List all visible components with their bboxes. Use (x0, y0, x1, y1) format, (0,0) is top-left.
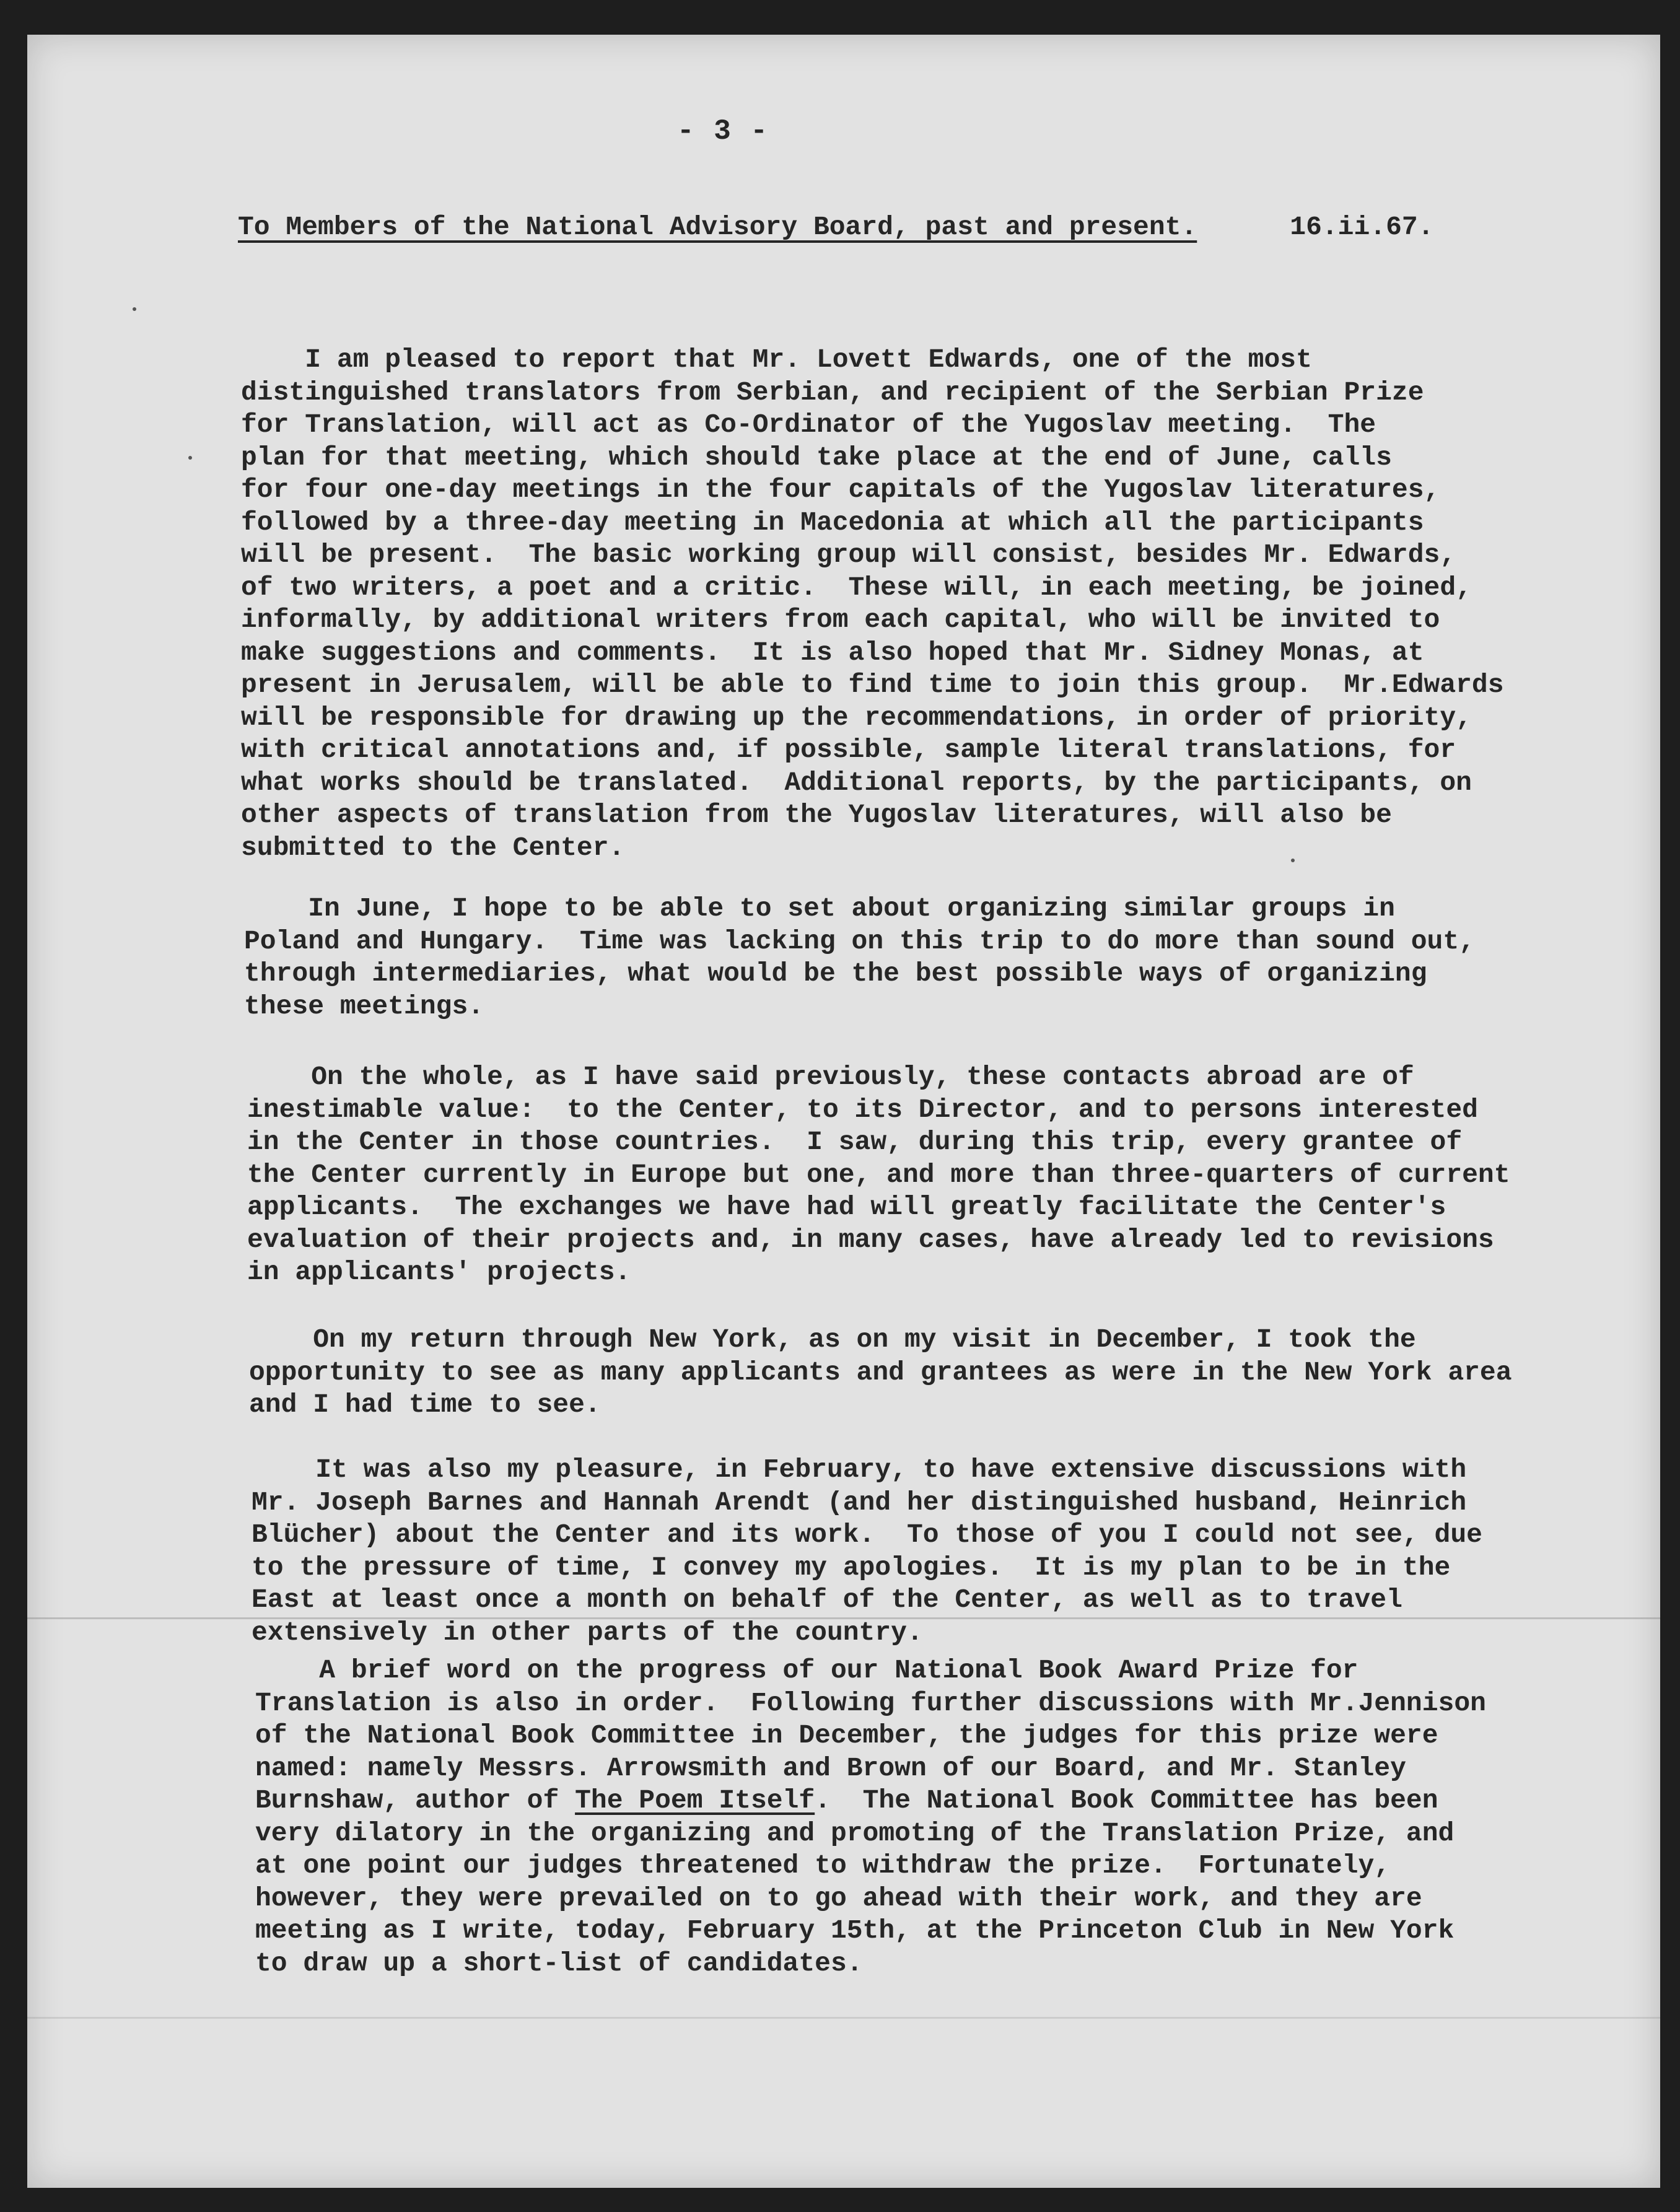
paragraph-yugoslav-meeting: I am pleased to report that Mr. Lovett Edwards, one of the most distinguished translators from Serbian, and recipient of the Serbian Prize for Translation, will act as Co-Ordinator of the Yugoslav meeting. The plan for that meeting, which should take place at the end of June, calls for four one-day meetings in the four capitals of the Yugoslav literatures, followed by a three-day meeting in Macedonia at which all the participants will be present. The basic working group will consist, besides Mr. Edwards, of two writers, a poet and a critic. These will, in each meeting, be joined, informally, by additional writers from each capital, who will be invited to make suggestions and comments. It is also hoped that Mr. Sidney Monas, at present in Jerusalem, will be able to find time to join this group. Mr.Edwards will be responsible for drawing up the recommendations, in order of priority, with critical annotations and, if possible, sample literal translations, for what works should be translated. Additional reports, by the participants, on other aspects of translation from the Yugoslav literatures, will also be submitted to the Center. (241, 344, 1504, 863)
paper-crease (27, 1617, 1660, 1619)
memo-addressee: To Members of the National Advisory Board, past and present. (238, 212, 1197, 242)
paragraph-new-york: On my return through New York, as on my visit in December, I took the opportunity to see as many applicants and grantees as were in the New York area and I had time to see. (249, 1324, 1512, 1420)
paper-speck (133, 307, 136, 311)
paragraph-discussions: It was also my pleasure, in February, to have extensive discussions with Mr. Joseph Barnes and Hannah Arendt (and her distinguished husband, Heinrich Blücher) about the Center and its work. To those of you I could not see, due to the pressure of time, I convey my apologies. It is my plan to be in the East at least once a month on behalf of the Center, as well as to travel extensively in other parts of the country. (252, 1454, 1482, 1648)
page-number: - 3 - (676, 115, 769, 147)
paragraph-book-award: A brief word on the progress of our National Book Award Prize for Translation is also in order. Following further discussions with Mr.Jennison of the National Book Committee in December, the judges for this prize were named: namely Messrs. Arrowsmith and Brown of our Board, and Mr. Stanley Burnshaw, author of The Poem Itself. The National Book Committee has been very dilatory in the organizing and promoting of the Translation Prize, and at one point our judges threatened to withdraw the prize. Fortunately, however, they were prevailed on to go ahead with their work, and they are meeting as I write, today, February 15th, at the Princeton Club in New York to draw up a short-list of candidates. (255, 1655, 1486, 1978)
document-page (27, 35, 1660, 2188)
paragraph-contacts-abroad: On the whole, as I have said previously, these contacts abroad are of inestimable value: to the Center, to its Director, and to persons interested in the Center in those countries. I saw, during this trip, every grantee of the Center currently in Europe but one, and more than three-quarters of current applicants. The exchanges we have had will greatly facilitate the Center's evaluation of their projects and, in many cases, have already led to revisions in applicants' projects. (247, 1062, 1510, 1287)
book-title-the-poem-itself: The Poem Itself (575, 1785, 815, 1816)
paragraph-poland-hungary: In June, I hope to be able to set about organizing similar groups in Poland and Hungary. Time was lacking on this trip to do more than sound out, through intermediaries, what would be the best possible ways of organizing these meetings. (244, 893, 1475, 1021)
paper-speck (188, 456, 192, 460)
memo-date: 16.ii.67. (1290, 212, 1434, 242)
paper-speck (1291, 859, 1295, 862)
paper-crease-lower (27, 2017, 1660, 2019)
memo-header (238, 212, 1434, 242)
